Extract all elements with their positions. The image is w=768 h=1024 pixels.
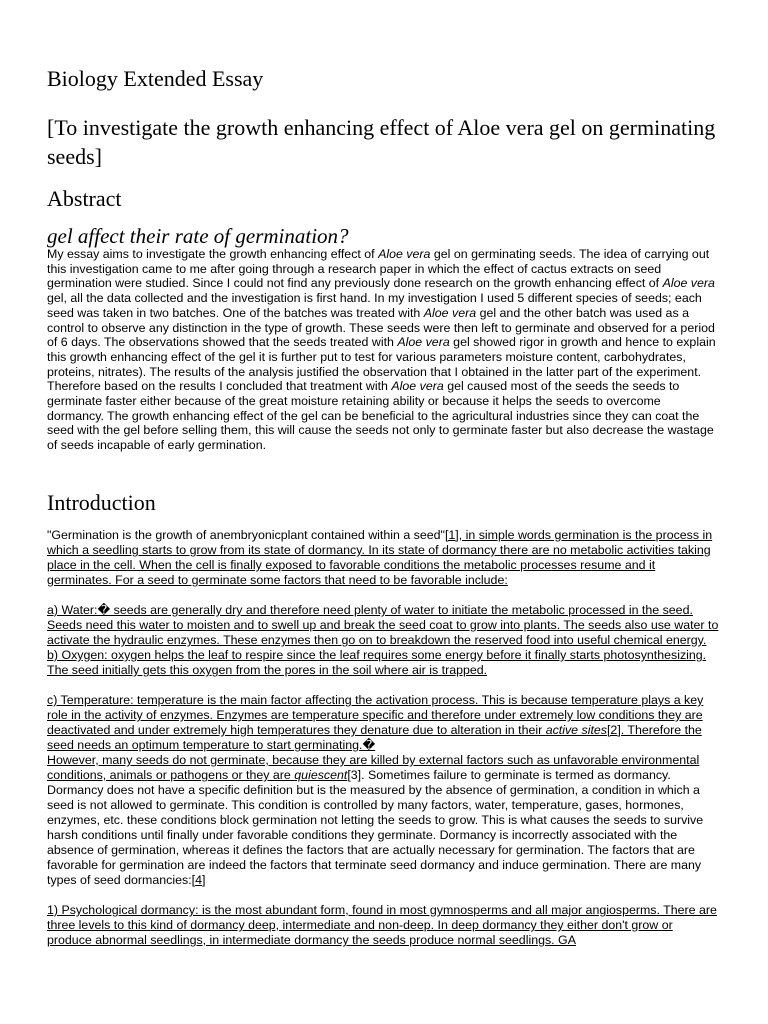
definition-text: [1], in simple words germination is the process in which a seedling starts to grow from its state of dormancy. In its state of dormancy there are no metabolic activities taking place in the cell. When the cell is finally exposed to favorable conditions the metabolic processes resume and it germinates. For a seed to germinate some factors that need to be favorable include:: [47, 528, 713, 587]
abstract-heading: Abstract: [47, 186, 122, 211]
intro-definition-paragraph: [47, 528, 719, 588]
abstract-text: gel, all the data collected and the investigation is first hand. In my investigation I used 5 different species of seeds; each seed was taken in two batches. One of the batches was treated with: [47, 291, 702, 320]
abstract-text: gel showed rigor in growth and hence to explain this growth enhancing effect of the gel it is further put to test for various parameters moisture content, carbohydrates, proteins, nitrates). The results of the analysis justified the observation that I obtained in the latter part of the experiment. Therefore based on the results I concluded that treatment with: [47, 335, 716, 394]
definition-quote: "Germination is the growth of anembryonicplant contained within a seed": [47, 528, 445, 542]
abstract-text: gel on germinating seeds. The idea of carrying out this investigation came to me after going through a research paper in which the effect of cactus extracts on seed germination were studied. Since I could not find any previously done research on the growth enhancing effect of: [47, 247, 710, 291]
dormancy-paragraph: [47, 753, 719, 888]
research-question: gel affect their rate of germination?: [47, 224, 349, 248]
abstract-paragraph: [47, 247, 719, 453]
introduction-heading: Introduction: [47, 490, 156, 515]
species-name: Aloe vera: [662, 276, 715, 291]
quiescent-term: quiescent: [294, 768, 348, 782]
species-name: Aloe vera: [391, 379, 444, 394]
temperature-text: c) Temperature: temperature is the main factor affecting the activation process. This is because temperature plays a key role in the activity of enzymes. Enzymes are temperature specific and therefore under extremely low conditions they are deactivated and under extremely high temperatures they denature due to alteration in their: [47, 693, 704, 737]
temperature-text: [2]. Therefore the seed needs an optimum temperature to start germinating.�: [47, 723, 702, 752]
dormancy-text: However, many seeds do not germinate, because they are killed by external factors such as unfavorable environmental conditions, animals or pathogens or they are: [47, 753, 700, 782]
abstract-text: My essay aims to investigate the growth enhancing effect of: [47, 247, 379, 261]
citation-link[interactable]: [4]: [191, 873, 206, 887]
essay-title: Biology Extended Essay: [47, 66, 264, 91]
abstract-text: gel caused most of the seeds the seeds to germinate faster either because of the great moisture retaining ability or because it helps the seeds to overcome dormancy. The growth enhancing effect of the gel can be beneficial to the agricultural industries since they can coat the seed with the gel before selling them, this will cause the seeds not only to germinate faster but also decrease the wastage of seeds incapable of early germination.: [47, 379, 714, 453]
dormancy-text: [3]. Sometimes failure to germinate is termed as dormancy. Dormancy does not have a specific definition but is the measured by the absence of germination, a condition in which a seed is not allowed to germinate. This condition is controlled by many factors, water, temperature, gases, hormones, enzymes, etc. these conditions block germination not letting the seeds to grow. This is what causes the seeds to survive harsh conditions until finally under favorable conditions they germinate. Dormancy is incorrectly associated with the absence of germination, whereas it defines the factors that are actually necessary for germination. The factors that are favorable for germination are indeed the factors that terminate seed dormancy and induce germination. There are many types of seed dormancies:: [47, 768, 704, 887]
factor-oxygen: b) Oxygen: oxygen helps the leaf to respire since the leaf requires some energy before it finally starts photosynthesizing. The seed initially gets this oxygen from the pores in the soil where air is trapped.: [47, 648, 707, 677]
essay-topic: [To investigate the growth enhancing effect of Aloe vera gel on germinating seeds]: [47, 115, 716, 169]
factor-temperature: [47, 693, 719, 753]
active-sites-term: active sites: [545, 723, 607, 737]
species-name: Aloe vera: [397, 335, 450, 350]
species-name: Aloe vera: [423, 305, 477, 320]
introduction-body: [47, 528, 719, 963]
species-name: Aloe vera: [378, 247, 431, 261]
psychological-dormancy-paragraph: 1) Psychological dormancy: is the most abundant form, found in most gymnosperms and all major angiosperms. There are three levels to this kind of dormancy deep, intermediate and non-deep. In deep dormancy they either don't grow or produce abnormal seedlings, in intermediate dormancy the seeds produce normal seedlings. GA: [47, 903, 717, 947]
factor-water: a) Water:� seeds are generally dry and therefore need plenty of water to initiate the metabolic processed in the seed. Seeds need this water to moisten and to swell up and break the seed coat to grow into plants. The seeds also use water to activate the hydraulic enzymes. These enzymes then go on to breakdown the reserved food into useful chemical energy.: [47, 603, 719, 647]
abstract-text: gel and the other batch was used as a control to observe any distinction in the type of growth. These seeds were then left to germinate and observed for a period of 6 days. The observations showed that the seeds treated with: [47, 305, 715, 350]
